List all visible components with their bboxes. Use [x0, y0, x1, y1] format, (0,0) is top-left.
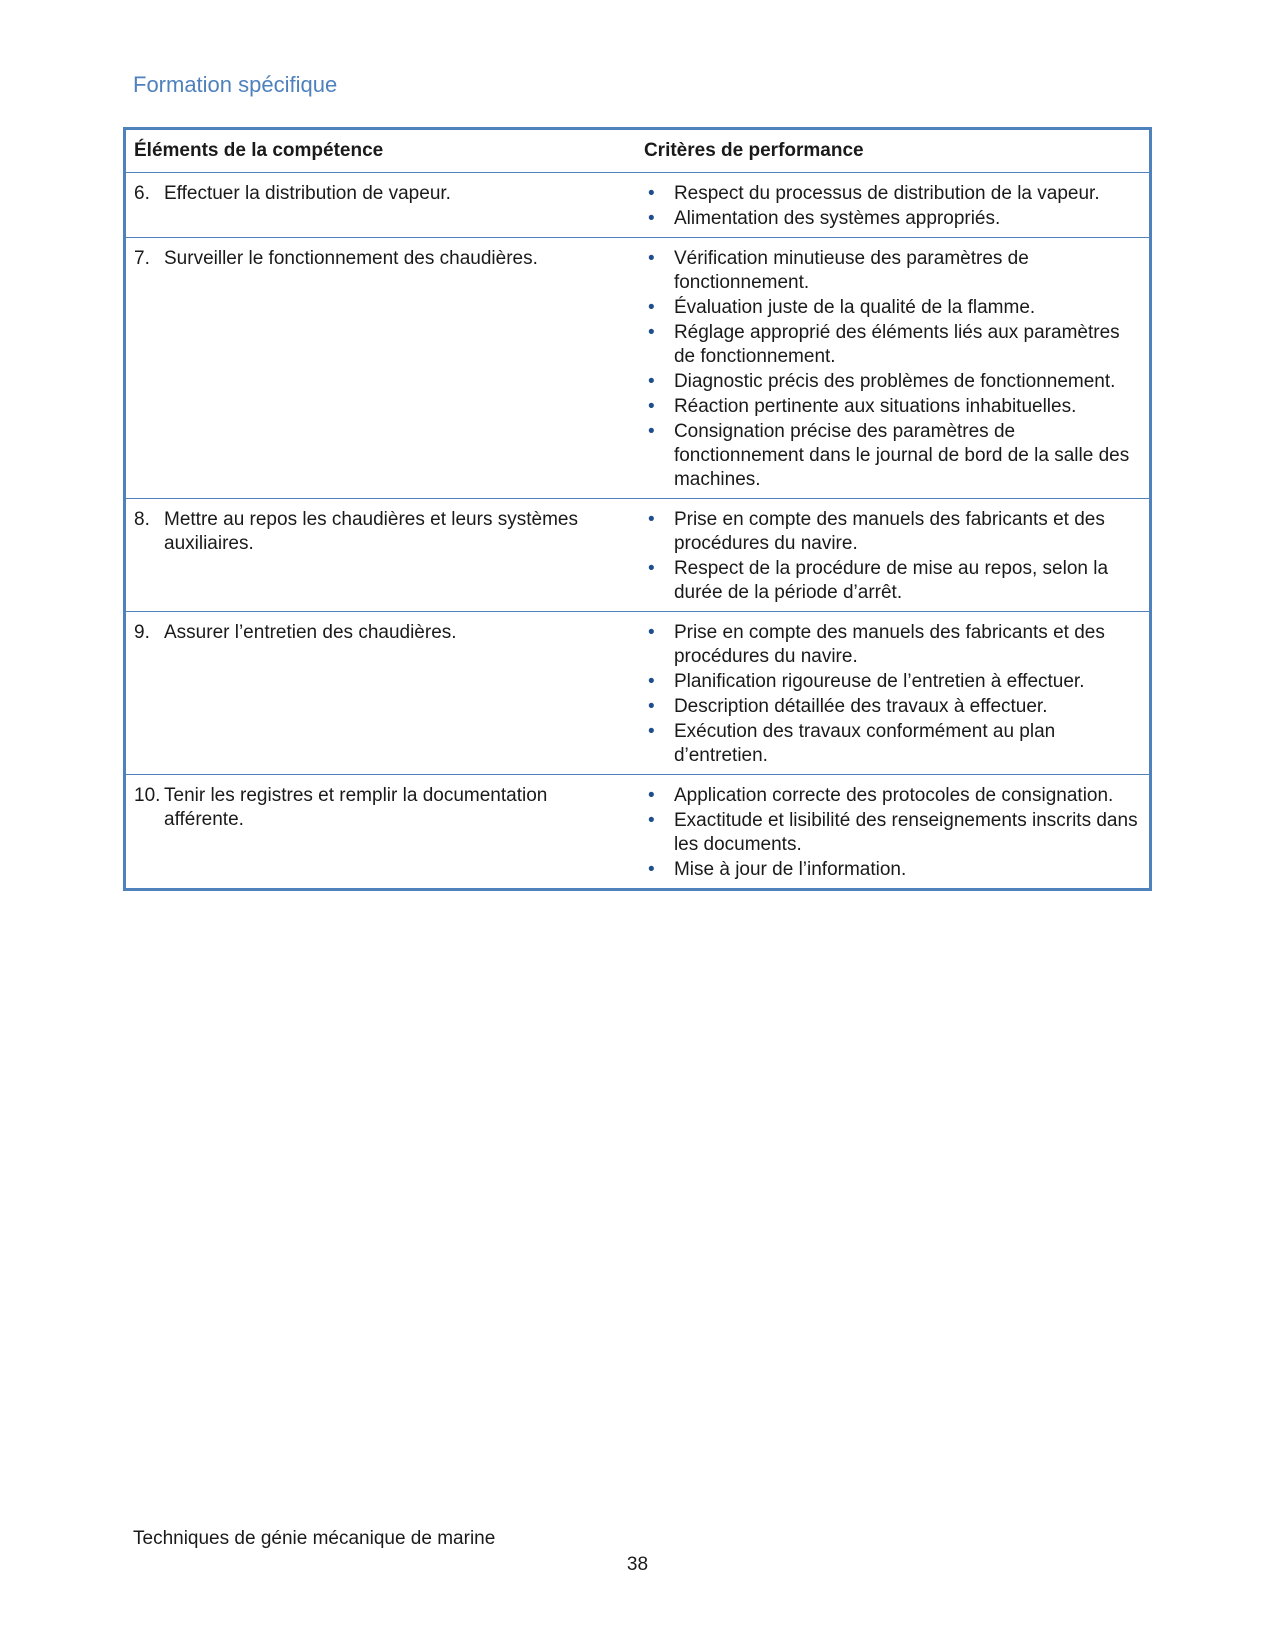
- criteria-text: Exactitude et lisibilité des renseignements inscrits dans les documents.: [673, 810, 1138, 855]
- page-number: 38: [626, 1554, 649, 1575]
- table-body: [125, 173, 1151, 890]
- bullet-icon: •: [647, 721, 655, 742]
- criteria-item: [644, 621, 1141, 669]
- element-item: [134, 621, 628, 645]
- bullet-icon: •: [647, 371, 655, 392]
- element-text: Assurer l’entretien des chaudières.: [164, 622, 457, 643]
- section-title: Formation spécifique: [133, 72, 338, 97]
- element-cell: [125, 775, 636, 890]
- criteria-cell: [636, 238, 1151, 499]
- bullet-icon: •: [647, 671, 655, 692]
- element-text: Tenir les registres et remplir la documentation afférente.: [164, 785, 548, 830]
- table-row: [125, 775, 1151, 890]
- criteria-text: Respect du processus de distribution de la vapeur.: [673, 183, 1100, 204]
- table-row: [125, 612, 1151, 775]
- bullet-icon: •: [647, 322, 655, 343]
- element-number: 7.: [134, 248, 150, 269]
- criteria-item: [644, 182, 1141, 206]
- bullet-icon: •: [647, 810, 655, 831]
- table-row: [125, 499, 1151, 612]
- competence-table: [123, 127, 1152, 891]
- criteria-item: [644, 207, 1141, 231]
- criteria-text: Vérification minutieuse des paramètres de fonctionnement.: [673, 248, 1029, 293]
- element-cell: [125, 238, 636, 499]
- criteria-item: [644, 670, 1141, 694]
- criteria-list: [644, 508, 1141, 605]
- criteria-text: Application correcte des protocoles de consignation.: [673, 785, 1114, 806]
- criteria-text: Planification rigoureuse de l’entretien à effectuer.: [673, 671, 1085, 692]
- bullet-icon: •: [647, 297, 655, 318]
- column-header-elements: Éléments de la compétence: [125, 129, 636, 173]
- criteria-cell: [636, 612, 1151, 775]
- bullet-icon: •: [647, 248, 655, 269]
- criteria-text: Évaluation juste de la qualité de la flamme.: [673, 297, 1036, 318]
- element-text: Surveiller le fonctionnement des chaudières.: [164, 248, 538, 269]
- element-number: 6.: [134, 183, 150, 204]
- criteria-item: [644, 370, 1141, 394]
- criteria-text: Description détaillée des travaux à effectuer.: [673, 696, 1048, 717]
- criteria-text: Diagnostic précis des problèmes de fonctionnement.: [673, 371, 1116, 392]
- criteria-item: [644, 809, 1141, 857]
- criteria-text: Réaction pertinente aux situations inhabituelles.: [673, 396, 1077, 417]
- criteria-text: Prise en compte des manuels des fabricants et des procédures du navire.: [673, 622, 1105, 667]
- element-item: [134, 182, 628, 206]
- criteria-item: [644, 720, 1141, 768]
- element-item: [134, 247, 628, 271]
- criteria-item: [644, 508, 1141, 556]
- criteria-item: [644, 247, 1141, 295]
- bullet-icon: •: [647, 208, 655, 229]
- criteria-cell: [636, 499, 1151, 612]
- criteria-item: [644, 557, 1141, 605]
- element-item: [134, 508, 628, 556]
- criteria-list: [644, 784, 1141, 882]
- criteria-list: [644, 182, 1141, 231]
- element-cell: [125, 612, 636, 775]
- criteria-item: [644, 420, 1141, 492]
- column-header-criteria: Critères de performance: [636, 129, 1151, 173]
- bullet-icon: •: [647, 183, 655, 204]
- element-number: 8.: [134, 509, 150, 530]
- bullet-icon: •: [647, 396, 655, 417]
- element-number: 10.: [134, 785, 161, 806]
- element-text: Mettre au repos les chaudières et leurs systèmes auxiliaires.: [164, 509, 578, 554]
- criteria-item: [644, 858, 1141, 882]
- criteria-item: [644, 296, 1141, 320]
- criteria-text: Consignation précise des paramètres de fonctionnement dans le journal de bord de la salle des machines.: [673, 421, 1130, 490]
- criteria-text: Respect de la procédure de mise au repos, selon la durée de la période d’arrêt.: [673, 558, 1109, 603]
- element-cell: [125, 499, 636, 612]
- criteria-item: [644, 695, 1141, 719]
- element-cell: [125, 173, 636, 238]
- bullet-icon: •: [647, 421, 655, 442]
- criteria-text: Réglage approprié des éléments liés aux paramètres de fonctionnement.: [673, 322, 1120, 367]
- criteria-text: Alimentation des systèmes appropriés.: [673, 208, 1001, 229]
- table-header-row: [125, 129, 1151, 173]
- element-text: Effectuer la distribution de vapeur.: [164, 183, 451, 204]
- bullet-icon: •: [647, 622, 655, 643]
- table-row: [125, 238, 1151, 499]
- criteria-item: [644, 395, 1141, 419]
- criteria-item: [644, 321, 1141, 369]
- criteria-cell: [636, 775, 1151, 890]
- element-number: 9.: [134, 622, 150, 643]
- criteria-list: [644, 247, 1141, 492]
- criteria-text: Exécution des travaux conformément au plan d’entretien.: [673, 721, 1056, 766]
- criteria-text: Prise en compte des manuels des fabricants et des procédures du navire.: [673, 509, 1105, 554]
- criteria-item: [644, 784, 1141, 808]
- bullet-icon: •: [647, 785, 655, 806]
- bullet-icon: •: [647, 859, 655, 880]
- criteria-list: [644, 621, 1141, 768]
- bullet-icon: •: [647, 696, 655, 717]
- footer-title: Techniques de génie mécanique de marine: [133, 1528, 496, 1549]
- table-row: [125, 173, 1151, 238]
- bullet-icon: •: [647, 509, 655, 530]
- bullet-icon: •: [647, 558, 655, 579]
- criteria-cell: [636, 173, 1151, 238]
- element-item: [134, 784, 628, 832]
- criteria-text: Mise à jour de l’information.: [673, 859, 907, 880]
